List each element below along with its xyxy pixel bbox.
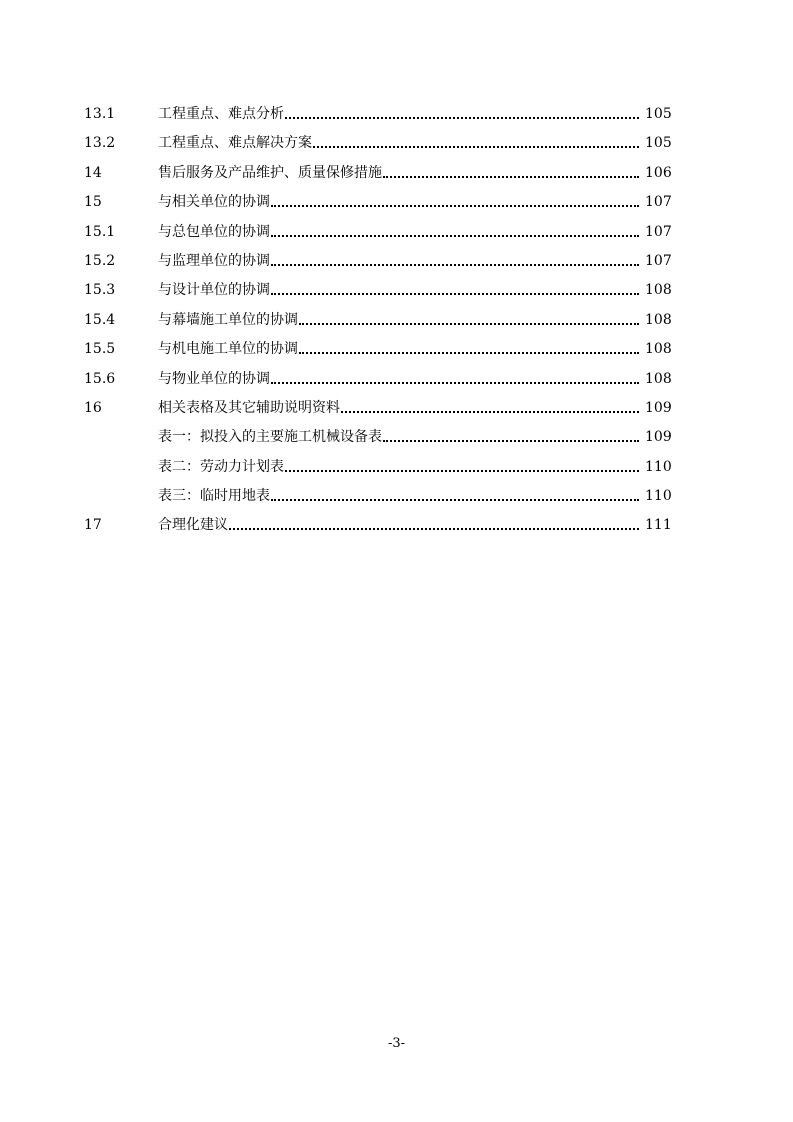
toc-entry-page: 107 [645, 194, 672, 211]
toc-dot-leader [271, 188, 639, 217]
toc-entry-page: 110 [645, 488, 672, 505]
toc-entry[interactable] [84, 335, 672, 364]
toc-entry-title: 与监理单位的协调 [158, 247, 271, 276]
toc-entry-number: 16 [84, 399, 102, 416]
toc-entry-title: 与物业单位的协调 [158, 365, 271, 394]
toc-entry-title: 表一：拟投入的主要施工机械设备表 [158, 423, 383, 452]
toc-entry-number: 15.4 [84, 311, 116, 328]
toc-entry-title: 与设计单位的协调 [158, 276, 271, 305]
toc-entry-title: 合理化建议 [158, 511, 229, 540]
toc-entry-number: 15.2 [84, 252, 116, 269]
toc-entry-page: 105 [645, 135, 672, 152]
table-of-contents [84, 100, 672, 541]
toc-dot-leader [271, 482, 639, 511]
toc-entry-title: 相关表格及其它辅助说明资料 [158, 394, 341, 423]
toc-dot-leader [313, 129, 639, 158]
toc-dot-leader [285, 100, 639, 129]
toc-dot-leader [271, 365, 639, 394]
toc-entry-number: 15.1 [84, 223, 116, 240]
toc-entry[interactable] [84, 276, 672, 305]
toc-entry-page: 109 [645, 399, 672, 416]
toc-entry-title: 与总包单位的协调 [158, 218, 271, 247]
toc-entry[interactable] [84, 482, 672, 511]
toc-dot-leader [383, 159, 639, 188]
toc-entry[interactable] [84, 423, 672, 452]
toc-entry[interactable] [84, 365, 672, 394]
toc-entry-page: 105 [645, 106, 672, 122]
toc-entry[interactable] [84, 129, 672, 158]
toc-entry-page: 108 [645, 311, 672, 328]
toc-dot-leader [285, 453, 639, 482]
toc-entry-number: 13.1 [84, 106, 116, 122]
toc-entry-title: 售后服务及产品维护、质量保修措施 [158, 159, 383, 188]
toc-entry[interactable] [84, 218, 672, 247]
toc-entry[interactable] [84, 159, 672, 188]
toc-entry-title: 工程重点、难点分析 [158, 100, 285, 129]
toc-entry-number: 15.6 [84, 370, 116, 387]
page-number-footer: -3- [387, 1036, 406, 1051]
toc-entry-page: 108 [645, 341, 672, 358]
toc-entry-title: 与幕墙施工单位的协调 [158, 306, 299, 335]
toc-entry-page: 110 [645, 458, 672, 475]
toc-dot-leader [271, 276, 639, 305]
toc-dot-leader [299, 306, 639, 335]
toc-entry-page: 108 [645, 282, 672, 299]
toc-entry-number: 15.3 [84, 282, 116, 299]
toc-entry[interactable] [84, 100, 672, 129]
toc-entry-title: 与相关单位的协调 [158, 188, 271, 217]
toc-dot-leader [271, 247, 639, 276]
toc-entry-page: 108 [645, 370, 672, 387]
toc-entry[interactable] [84, 511, 672, 540]
toc-entry-number: 14 [84, 164, 102, 181]
toc-entry-number: 15 [84, 194, 102, 211]
toc-entry-page: 106 [645, 164, 672, 181]
toc-entry-number: 15.5 [84, 341, 116, 358]
toc-dot-leader [299, 335, 639, 364]
toc-dot-leader [271, 218, 639, 247]
toc-entry[interactable] [84, 394, 672, 423]
toc-entry-title: 工程重点、难点解决方案 [158, 129, 313, 158]
toc-dot-leader [383, 423, 639, 452]
toc-entry-page: 107 [645, 223, 672, 240]
toc-entry[interactable] [84, 453, 672, 482]
toc-entry-page: 109 [645, 429, 672, 446]
toc-entry-page: 107 [645, 252, 672, 269]
toc-entry-title: 表二：劳动力计划表 [158, 453, 285, 482]
toc-entry-title: 表三：临时用地表 [158, 482, 271, 511]
toc-entry[interactable] [84, 247, 672, 276]
toc-dot-leader [229, 511, 639, 540]
toc-entry-number: 17 [84, 517, 102, 534]
toc-entry[interactable] [84, 306, 672, 335]
toc-entry-number: 13.2 [84, 135, 116, 152]
toc-dot-leader [341, 394, 639, 423]
toc-entry-page: 111 [645, 517, 672, 534]
toc-entry-title: 与机电施工单位的协调 [158, 335, 299, 364]
toc-entry[interactable] [84, 188, 672, 217]
